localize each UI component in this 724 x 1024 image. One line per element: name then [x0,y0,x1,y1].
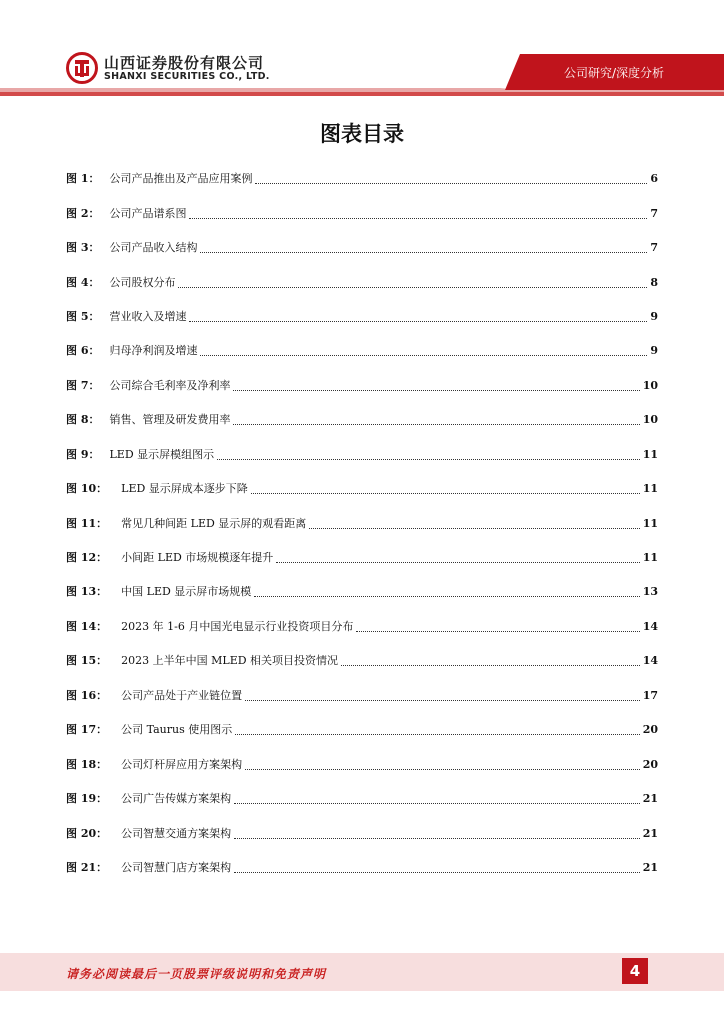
toc-entry[interactable] [66,369,658,403]
toc-figure-number: 图 20： [66,826,108,840]
toc-figure-number: 图 1： [66,172,100,186]
toc-entry[interactable] [66,610,658,644]
toc-entry[interactable] [66,438,658,472]
toc-figure-number: 图 5： [66,309,100,323]
toc-figure-number: 图 19： [66,792,108,806]
toc-page-number: 6 [650,172,658,186]
toc-leader-dots [234,871,640,873]
toc-title: 公司产品处于产业链位置 [121,688,243,702]
toc-figure-number: 图 11： [66,516,108,530]
toc-figure-number: 图 9： [66,447,100,461]
toc-page-number: 17 [642,688,658,702]
toc-entry[interactable] [66,300,658,334]
toc-figure-number: 图 6： [66,344,100,358]
toc-leader-dots [235,733,639,735]
toc-entry[interactable] [66,162,658,196]
toc-page-number: 11 [642,482,658,496]
toc-page-number: 21 [642,826,658,840]
page-header [0,0,724,100]
toc-entry[interactable] [66,541,658,575]
toc-title: 公司广告传媒方案架构 [121,792,232,806]
toc-entry[interactable] [66,713,658,747]
toc-entry[interactable] [66,782,658,816]
toc-entry[interactable] [66,747,658,781]
toc-page-number: 13 [642,585,658,599]
toc-page-number: 9 [650,344,658,358]
toc-entry[interactable] [66,506,658,540]
toc-leader-dots [356,630,639,632]
toc-title: 公司产品推出及产品应用案例 [109,172,253,186]
toc-figure-number: 图 2： [66,206,100,220]
toc-page-number: 10 [642,413,658,427]
toc-page-number: 11 [642,551,658,565]
toc-title: 常见几种间距 LED 显示屏的观看距离 [121,516,307,530]
toc-page-number: 9 [650,309,658,323]
toc-entry[interactable] [66,851,658,885]
toc-figure-number: 图 10： [66,482,108,496]
toc-entry[interactable] [66,575,658,609]
toc-leader-dots [233,423,639,425]
toc-leader-dots [189,217,647,219]
toc-leader-dots [200,251,647,253]
company-name-en: SHANXI SECURITIES CO., LTD. [104,71,270,82]
toc-title: 公司灯杆屏应用方案架构 [121,757,243,771]
toc-figure-number: 图 21： [66,860,108,874]
toc-title: LED 显示屏成本逐步下降 [121,482,248,496]
toc-title: 2023 上半年中国 MLED 相关项目投资情况 [121,654,339,668]
toc-leader-dots [233,389,639,391]
toc-entry[interactable] [66,403,658,437]
toc-leader-dots [276,561,639,563]
toc-title: 公司产品谱系图 [109,206,187,220]
company-name-cn: 山西证券股份有限公司 [104,54,265,72]
toc-title: 公司综合毛利率及净利率 [109,378,231,392]
toc-page-number: 20 [642,757,658,771]
toc-page-number: 14 [642,654,658,668]
toc-page-number: 21 [642,792,658,806]
toc-page-number: 11 [642,447,658,461]
toc-title: 小间距 LED 市场规模逐年提升 [121,551,274,565]
toc-entry[interactable] [66,196,658,230]
toc-figure-number: 图 13： [66,585,108,599]
toc-figure-number: 图 8： [66,413,100,427]
toc-title: LED 显示屏模组图示 [109,447,215,461]
toc-entry[interactable] [66,231,658,265]
toc-leader-dots [255,182,647,184]
toc-page-number: 8 [650,275,658,289]
toc-entry[interactable] [66,334,658,368]
figure-toc [66,162,658,885]
toc-leader-dots [254,595,639,597]
toc-page-number: 20 [642,723,658,737]
toc-entry[interactable] [66,679,658,713]
toc-entry[interactable] [66,644,658,678]
toc-title: 销售、管理及研发费用率 [109,413,231,427]
toc-page-number: 7 [650,206,658,220]
toc-title: 公司产品收入结构 [109,241,198,255]
toc-leader-dots [251,492,640,494]
toc-leader-dots [178,286,647,288]
toc-title: 2023 年 1-6 月中国光电显示行业投资项目分布 [121,619,354,633]
toc-page-number: 21 [642,860,658,874]
toc-leader-dots [217,458,640,460]
toc-figure-number: 图 16： [66,688,108,702]
toc-figure-number: 图 3： [66,241,100,255]
toc-page-number: 7 [650,241,658,255]
toc-leader-dots [309,527,639,529]
toc-title: 公司 Taurus 使用图示 [121,723,233,737]
toc-page-number: 11 [642,516,658,530]
page-number: 4 [622,958,648,984]
toc-figure-number: 图 14： [66,619,108,633]
toc-figure-number: 图 15： [66,654,108,668]
toc-title: 归母净利润及增速 [109,344,198,358]
toc-entry[interactable] [66,472,658,506]
toc-leader-dots [189,320,647,322]
toc-figure-number: 图 18： [66,757,108,771]
toc-figure-number: 图 17： [66,723,108,737]
toc-leader-dots [234,802,640,804]
page-title: 图表目录 [320,122,404,146]
toc-leader-dots [341,664,640,666]
toc-figure-number: 图 12： [66,551,108,565]
toc-title: 公司智慧交通方案架构 [121,826,232,840]
toc-leader-dots [245,699,640,701]
toc-title: 公司股权分布 [109,275,176,289]
toc-title: 中国 LED 显示屏市场规模 [121,585,252,599]
toc-leader-dots [245,768,640,770]
toc-page-number: 10 [642,378,658,392]
toc-page-number: 14 [642,619,658,633]
toc-leader-dots [200,354,647,356]
toc-title: 公司智慧门店方案架构 [121,860,232,874]
toc-figure-number: 图 7： [66,378,100,392]
report-section-tag: 公司研究/深度分析 [563,66,664,80]
footer-disclaimer: 请务必阅读最后一页股票评级说明和免责声明 [66,967,327,981]
toc-leader-dots [234,837,640,839]
toc-entry[interactable] [66,265,658,299]
toc-title: 营业收入及增速 [109,309,187,323]
toc-entry[interactable] [66,816,658,850]
toc-figure-number: 图 4： [66,275,100,289]
